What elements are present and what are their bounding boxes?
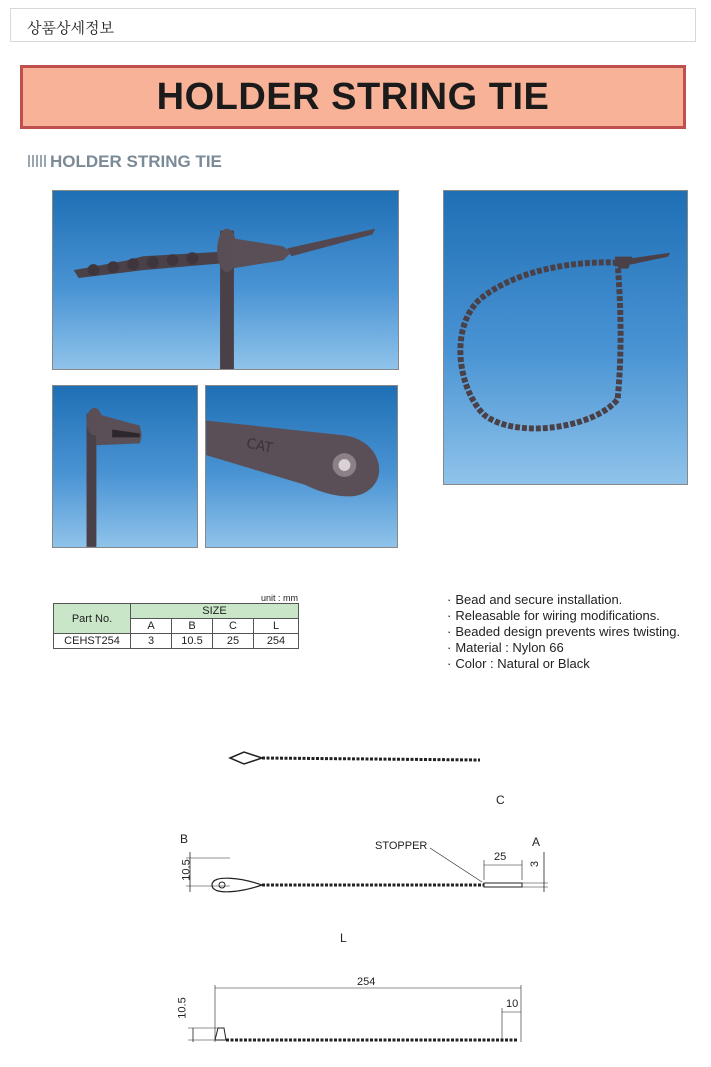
cell-part: CEHST254 [54,634,131,649]
list-item: · Releasable for wiring modifications. [447,608,680,624]
spec-table [53,603,299,649]
label-l: L [340,931,347,945]
dim-b2: 10.5 [176,997,189,1019]
holder-closeup-illustration [53,191,398,369]
cell-l: 254 [254,634,299,649]
table-row [54,634,299,649]
technical-drawing [0,740,711,1062]
col-l-header: L [254,619,299,634]
dim-l: 254 [357,976,376,988]
photo-tab-detail [205,385,398,548]
label-a: A [532,835,541,849]
svg-text:CAT: CAT [244,435,275,457]
list-item: · Bead and secure installation. [447,592,680,608]
page-header-title: 상품상세정보 [27,19,114,37]
product-banner [20,65,686,129]
dim-a: 3 [529,860,542,868]
list-item: · Color : Natural or Black [447,656,680,672]
cell-b: 10.5 [172,634,213,649]
unit-label: unit : mm [261,593,299,603]
cell-c: 25 [213,634,254,649]
photo-holder-closeup [52,190,399,370]
banner-title: HOLDER STRING TIE [156,76,550,118]
bars-icon [28,155,46,167]
list-item: · Beaded design prevents wires twisting. [447,624,680,640]
top-bar [10,8,696,42]
side-view-illustration [53,386,197,547]
cell-a: 3 [131,634,172,649]
size-header: SIZE [131,604,299,619]
tie-side-view [188,985,521,1042]
dim-c: 25 [494,851,507,863]
section-heading [28,152,222,172]
photo-side-view [52,385,198,548]
tab-detail-illustration [206,386,397,547]
section-title: HOLDER STRING TIE [50,152,222,171]
label-b: B [180,832,189,846]
stopper-label: STOPPER [375,840,428,852]
drawing-lines [0,740,711,1062]
label-c: C [496,793,505,807]
part-no-header: Part No. [54,604,131,634]
col-a-header: A [131,619,172,634]
photo-full-loop [443,190,688,485]
col-b-header: B [172,619,213,634]
dim-b: 10.5 [180,859,193,881]
list-item: · Material : Nylon 66 [447,640,680,656]
loop-illustration [444,191,687,484]
col-c-header: C [213,619,254,634]
tie-top-view [230,752,480,764]
dim-10: 10 [506,998,519,1010]
feature-list [447,592,680,672]
